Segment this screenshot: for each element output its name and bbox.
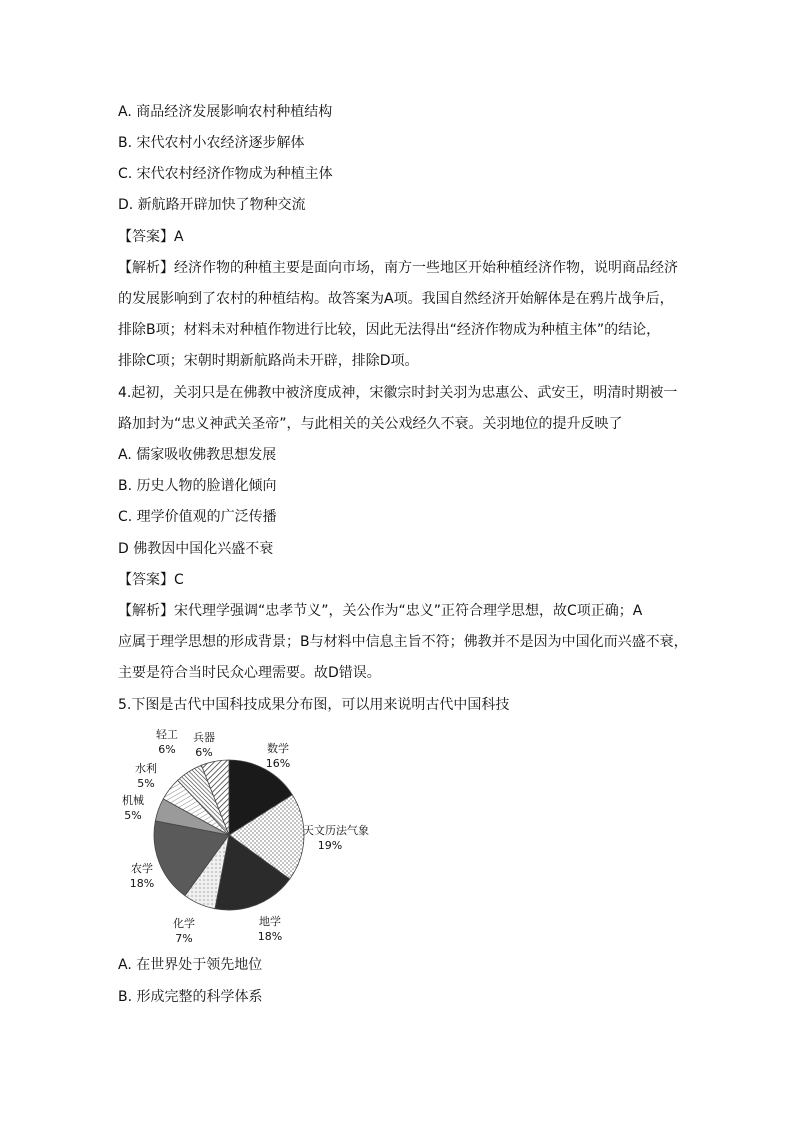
q4-analysis-line-1: 【解析】宋代理学强调“忠孝节义”，关公作为“忠义”正符合理学思想，故C项正确；A bbox=[118, 603, 643, 619]
pie-label-0: 数学 bbox=[267, 742, 289, 755]
pie-label-8: 兵器 bbox=[193, 731, 215, 744]
pie-pct-5: 5% bbox=[124, 809, 142, 822]
q4-option-c: C. 理学价值观的广泛传播 bbox=[118, 509, 277, 525]
pie-label-4: 农学 bbox=[131, 862, 153, 875]
pie-pct-6: 5% bbox=[137, 777, 155, 790]
pie-label-6: 水利 bbox=[135, 762, 157, 775]
q4-stem-line-2: 路加封为“忠义神武关圣帝”，与此相关的关公戏经久不衰。关羽地位的提升反映了 bbox=[118, 416, 623, 432]
pie-pct-0: 16% bbox=[265, 757, 291, 770]
pie-label-5: 机械 bbox=[122, 794, 144, 807]
pie-pct-7: 6% bbox=[158, 743, 176, 756]
q3-option-a: A. 商品经济发展影响农村种植结构 bbox=[118, 104, 333, 120]
tech-achievement-pie-chart bbox=[118, 722, 393, 944]
q4-analysis-line-2: 应属于理学思想的形成背景；B与材料中信息主旨不符；佛教并不是因为中国化而兴盛不衰， bbox=[118, 634, 688, 650]
pie-pct-8: 6% bbox=[195, 746, 213, 759]
q4-option-d: D 佛教因中国化兴盛不衰 bbox=[118, 541, 274, 557]
pie-label-1: 天文历法气象 bbox=[303, 824, 369, 837]
pie-chart-svg bbox=[118, 722, 393, 944]
q3-analysis-line-3: 排除B项；材料未对种植作物进行比较，因此无法得出“经济作物成为种植主体”的结论， bbox=[118, 322, 661, 338]
q3-answer: 【答案】A bbox=[118, 229, 184, 245]
pie-label-3: 化学 bbox=[173, 917, 195, 930]
pie-label-7: 轻工 bbox=[156, 728, 178, 741]
q3-option-c: C. 宋代农村经济作物成为种植主体 bbox=[118, 166, 333, 182]
q4-option-a: A. 儒家吸收佛教思想发展 bbox=[118, 447, 277, 463]
q4-analysis-line-3: 主要是符合当时民众心理需要。故D错误。 bbox=[118, 665, 381, 681]
pie-label-2: 地学 bbox=[259, 915, 281, 928]
q5-option-a: A. 在世界处于领先地位 bbox=[118, 957, 263, 973]
q3-analysis-line-4: 排除C项；宋朝时期新航路尚未开辟，排除D项。 bbox=[118, 353, 419, 369]
pie-pct-3: 7% bbox=[175, 932, 193, 944]
pie-pct-2: 18% bbox=[257, 930, 283, 943]
q5-option-b: B. 形成完整的科学体系 bbox=[118, 989, 263, 1005]
q3-analysis-line-1: 【解析】经济作物的种植主要是面向市场，南方一些地区开始种植经济作物，说明商品经济 bbox=[118, 260, 678, 276]
q3-analysis-line-2: 的发展影响到了农村的种植结构。故答案为A项。我国自然经济开始解体是在鸦片战争后， bbox=[118, 291, 674, 307]
q3-option-b: B. 宋代农村小农经济逐步解体 bbox=[118, 135, 305, 151]
q5-stem: 5.下图是古代中国科技成果分布图，可以用来说明古代中国科技 bbox=[118, 697, 510, 713]
pie-pct-1: 19% bbox=[317, 839, 343, 852]
q3-option-d: D. 新航路开辟加快了物种交流 bbox=[118, 197, 306, 213]
q4-option-b: B. 历史人物的脸谱化倾向 bbox=[118, 478, 277, 494]
pie-pct-4: 18% bbox=[129, 877, 155, 890]
q4-stem-line-1: 4.起初，关羽只是在佛教中被济度成神，宋徽宗时封关羽为忠惠公、武安王，明清时期被一 bbox=[118, 385, 678, 401]
q4-answer: 【答案】C bbox=[118, 572, 184, 588]
